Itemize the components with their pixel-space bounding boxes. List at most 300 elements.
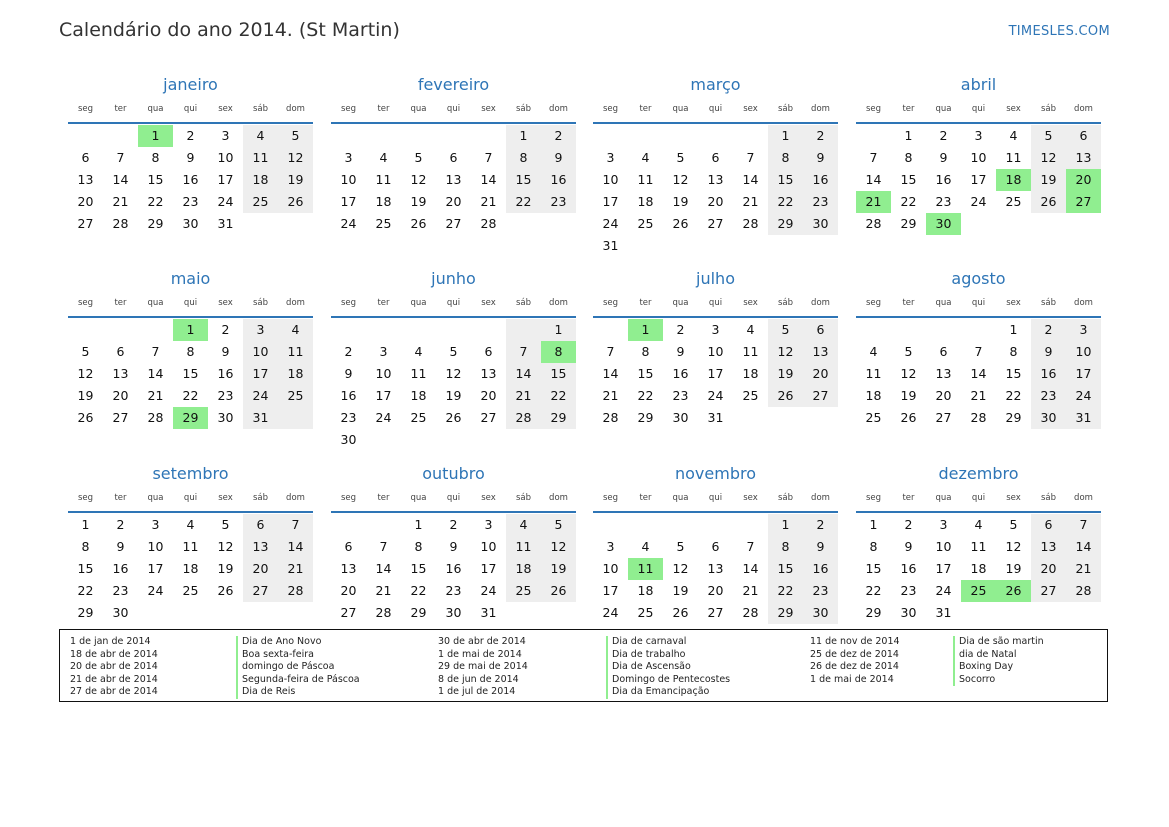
day-cell: 6 [1044,517,1053,532]
day-cell: 4 [974,517,983,532]
weekday-header [856,493,1101,507]
day-cell: 9 [939,150,948,165]
holiday-name: Dia de Ascensão [606,661,730,674]
day-cell: 15 [1005,366,1022,381]
day-cell: 26 [445,410,462,425]
weekday-label: qui [708,104,723,114]
weekday-label: sáb [515,298,532,308]
day-cell: 19 [672,194,689,209]
weekday-label: ter [639,298,652,308]
day-cell: 2 [1044,322,1053,337]
day-cell: 6 [256,517,265,532]
day-cell: 14 [375,561,392,576]
day-cell: 17 [480,561,497,576]
day-cell: 25 [410,410,427,425]
holiday-name: Boa sexta-feira [236,649,360,662]
day-cell: 23 [672,388,689,403]
day-cell: 28 [287,583,304,598]
day-cell: 16 [812,172,829,187]
day-cell: 16 [182,172,199,187]
day-cell: 29 [147,216,164,231]
day-cell: 26 [410,216,427,231]
weekday-label: qua [672,298,689,308]
day-cell: 10 [602,172,619,187]
day-cell: 20 [112,388,129,403]
month-name: novembro [675,464,756,483]
day-cell: 23 [182,194,199,209]
weekday-label: sex [743,104,758,114]
day-cell: 31 [252,410,269,425]
month-dezembro [856,464,1101,634]
day-cell: 8 [869,539,878,554]
day-cell: 8 [641,344,650,359]
weekday-label: sáb [777,298,794,308]
day-cell: 7 [519,344,528,359]
month-setembro [68,464,313,634]
day-cell: 6 [711,539,720,554]
day-cell: 23 [812,194,829,209]
weekday-header [331,104,576,118]
day-cell: 19 [445,388,462,403]
day-cell: 5 [81,344,90,359]
day-cell: 4 [414,344,423,359]
weekday-label: qua [147,104,164,114]
weekday-label: dom [1074,298,1093,308]
day-cell: 25 [637,605,654,620]
month-junho [331,269,576,447]
day-cell: 13 [1040,539,1057,554]
day-cell: 11 [375,172,392,187]
day-cell: 24 [602,605,619,620]
day-cell: 14 [147,366,164,381]
month-outubro [331,464,576,634]
day-cell: 22 [410,583,427,598]
day-cell: 27 [445,216,462,231]
weekday-header [68,298,313,312]
day-cell: 7 [484,150,493,165]
weekday-label: sáb [1040,104,1057,114]
day-cell: 26 [672,216,689,231]
day-cell: 19 [217,561,234,576]
day-cell: 17 [602,583,619,598]
day-cell: 17 [375,388,392,403]
day-cell: 5 [414,150,423,165]
weekday-label: seg [77,493,94,503]
day-cell: 26 [1040,194,1057,209]
month-name: fevereiro [417,75,490,94]
day-cell: 5 [291,128,300,143]
holiday-date: 8 de jun de 2014 [438,673,519,685]
month-name: outubro [422,464,485,483]
header-rule [593,122,838,124]
day-cell: 6 [939,344,948,359]
day-cell: 12 [900,366,917,381]
day-cell: 14 [515,366,532,381]
day-cell: 9 [816,150,825,165]
day-cell: 18 [637,194,654,209]
month-name: maio [170,269,211,288]
weekday-label: seg [340,298,357,308]
day-cell: 27 [1040,583,1057,598]
day-cell: 21 [1075,561,1092,576]
day-cell: 3 [344,150,353,165]
day-cell: 12 [672,561,689,576]
weekday-label: seg [865,298,882,308]
weekday-label: seg [340,104,357,114]
day-cell: 5 [554,517,563,532]
day-cell: 30 [182,216,199,231]
weekday-label: dom [1074,104,1093,114]
day-cell: 15 [777,172,794,187]
day-cell: 1 [1009,322,1018,337]
day-cell: 20 [707,194,724,209]
day-cell: 8 [1009,344,1018,359]
day-cell: 11 [182,539,199,554]
weekday-header [593,493,838,507]
day-cell: 2 [816,128,825,143]
holiday-day-cell: 11 [628,558,663,580]
day-cell: 16 [340,388,357,403]
holiday-day-cell: 1 [628,319,663,341]
header-rule [856,511,1101,513]
day-cell: 9 [116,539,125,554]
day-cell: 21 [147,388,164,403]
day-cell: 8 [904,150,913,165]
month-name: março [690,75,741,94]
day-cell: 18 [375,194,392,209]
day-cell: 18 [287,366,304,381]
day-cell: 17 [707,366,724,381]
day-cell: 19 [77,388,94,403]
day-cell: 17 [217,172,234,187]
day-cell: 11 [970,539,987,554]
day-cell: 12 [550,539,567,554]
weekday-label: seg [602,493,619,503]
weekday-label: dom [811,298,830,308]
month-name: junho [431,269,476,288]
day-cell: 26 [900,410,917,425]
weekday-label: sáb [252,298,269,308]
day-cell: 24 [147,583,164,598]
day-cell: 27 [935,410,952,425]
day-cell: 4 [379,150,388,165]
day-cell: 22 [515,194,532,209]
day-cell: 2 [186,128,195,143]
day-cell: 22 [865,583,882,598]
day-cell: 5 [449,344,458,359]
day-cell: 13 [480,366,497,381]
day-cell: 9 [904,539,913,554]
day-cell: 7 [379,539,388,554]
weekday-label: qui [183,493,198,503]
day-cell: 2 [221,322,230,337]
weekday-label: sáb [777,104,794,114]
day-cell: 20 [812,366,829,381]
day-cell: 6 [484,344,493,359]
weekday-label: sex [218,104,233,114]
weekday-header [593,104,838,118]
weekday-label: sex [1006,493,1021,503]
month-name: agosto [951,269,1006,288]
day-cell: 14 [970,366,987,381]
day-cell: 13 [340,561,357,576]
day-cell: 14 [112,172,129,187]
day-cell: 3 [379,344,388,359]
day-cell: 12 [672,172,689,187]
holiday-day-cell: 20 [1066,169,1101,191]
day-cell: 28 [480,216,497,231]
weekday-header [331,298,576,312]
day-cell: 5 [1044,128,1053,143]
day-cell: 25 [515,583,532,598]
day-cell: 29 [550,410,567,425]
day-cell: 25 [182,583,199,598]
weekday-label: qua [935,298,952,308]
month-abril [856,75,1101,245]
weekday-header [856,298,1101,312]
day-cell: 19 [672,583,689,598]
day-cell: 3 [256,322,265,337]
day-cell: 16 [935,172,952,187]
day-cell: 7 [1079,517,1088,532]
day-cell: 31 [935,605,952,620]
month-name: julho [696,269,735,288]
weekday-label: sex [481,104,496,114]
month-name: dezembro [938,464,1019,483]
header-rule [331,511,576,513]
header-rule [68,316,313,318]
day-cell: 20 [480,388,497,403]
month-fevereiro [331,75,576,245]
day-cell: 9 [676,344,685,359]
day-cell: 16 [900,561,917,576]
day-cell: 10 [480,539,497,554]
day-cell: 29 [865,605,882,620]
day-cell: 5 [221,517,230,532]
day-cell: 24 [480,583,497,598]
day-cell: 23 [217,388,234,403]
day-cell: 24 [935,583,952,598]
day-cell: 27 [112,410,129,425]
day-cell: 19 [1040,172,1057,187]
day-cell: 22 [550,388,567,403]
weekday-header [68,493,313,507]
holiday-date: 1 de mai de 2014 [438,648,522,660]
holiday-name: domingo de Páscoa [236,661,360,674]
day-cell: 3 [711,322,720,337]
day-cell: 28 [375,605,392,620]
day-cell: 22 [147,194,164,209]
day-cell: 29 [777,216,794,231]
weekday-label: qui [446,493,461,503]
day-cell: 12 [217,539,234,554]
day-cell: 15 [777,561,794,576]
day-cell: 19 [1005,561,1022,576]
weekday-label: qui [183,298,198,308]
day-cell: 21 [970,388,987,403]
day-cell: 20 [77,194,94,209]
weekday-label: sáb [252,104,269,114]
day-cell: 26 [217,583,234,598]
day-cell: 25 [637,216,654,231]
weekday-label: dom [1074,493,1093,503]
day-cell: 14 [865,172,882,187]
day-cell: 9 [1044,344,1053,359]
weekday-label: qua [147,493,164,503]
day-cell: 9 [221,344,230,359]
month-name: janeiro [163,75,218,94]
day-cell: 2 [904,517,913,532]
day-cell: 5 [781,322,790,337]
day-cell: 21 [742,194,759,209]
day-cell: 13 [935,366,952,381]
day-cell: 30 [900,605,917,620]
day-cell: 4 [256,128,265,143]
day-cell: 17 [252,366,269,381]
weekday-label: ter [902,493,915,503]
day-cell: 31 [480,605,497,620]
day-cell: 26 [672,605,689,620]
weekday-label: qua [935,104,952,114]
holiday-date: 1 de jan de 2014 [70,636,151,647]
weekday-header [593,298,838,312]
holiday-date: 21 de abr de 2014 [70,673,158,685]
day-cell: 7 [869,150,878,165]
day-cell: 19 [777,366,794,381]
day-cell: 11 [1005,150,1022,165]
day-cell: 14 [742,172,759,187]
day-cell: 24 [252,388,269,403]
weekday-label: sáb [1040,493,1057,503]
day-cell: 18 [515,561,532,576]
day-cell: 18 [252,172,269,187]
holiday-date: 1 de jul de 2014 [438,686,516,697]
day-cell: 20 [252,561,269,576]
day-cell: 11 [252,150,269,165]
day-cell: 30 [217,410,234,425]
day-cell: 26 [77,410,94,425]
weekday-label: sex [481,493,496,503]
weekday-label: ter [114,104,127,114]
day-cell: 28 [865,216,882,231]
day-cell: 10 [1075,344,1092,359]
day-cell: 1 [414,517,423,532]
weekday-label: sex [743,493,758,503]
day-cell: 6 [449,150,458,165]
day-cell: 8 [151,150,160,165]
day-cell: 4 [746,322,755,337]
day-cell: 15 [147,172,164,187]
month-maio [68,269,313,439]
day-cell: 26 [550,583,567,598]
day-cell: 15 [865,561,882,576]
day-cell: 30 [1040,410,1057,425]
day-cell: 15 [410,561,427,576]
holiday-date: 29 de mai de 2014 [438,661,528,672]
header-rule [331,316,576,318]
day-cell: 8 [186,344,195,359]
header-rule [68,511,313,513]
day-cell: 1 [81,517,90,532]
day-cell: 3 [484,517,493,532]
day-cell: 25 [742,388,759,403]
weekday-label: ter [377,493,390,503]
day-cell: 16 [112,561,129,576]
holiday-name: Dia de trabalho [606,649,730,662]
weekday-label: qui [183,104,198,114]
weekday-label: qua [410,493,427,503]
day-cell: 23 [812,583,829,598]
day-cell: 24 [340,216,357,231]
weekday-label: sex [218,298,233,308]
weekday-label: dom [286,493,305,503]
weekday-label: ter [639,493,652,503]
day-cell: 10 [970,150,987,165]
day-cell: 18 [970,561,987,576]
day-cell: 2 [816,517,825,532]
day-cell: 2 [344,344,353,359]
month-name: abril [960,75,997,94]
holiday-date: 18 de abr de 2014 [70,648,158,660]
month-março [593,75,838,253]
day-cell: 1 [554,322,563,337]
day-cell: 22 [777,583,794,598]
day-cell: 14 [480,172,497,187]
month-julho [593,269,838,439]
day-cell: 27 [707,216,724,231]
day-cell: 1 [904,128,913,143]
day-cell: 16 [550,172,567,187]
day-cell: 7 [974,344,983,359]
day-cell: 11 [287,344,304,359]
day-cell: 21 [375,583,392,598]
weekday-label: seg [602,104,619,114]
day-cell: 30 [445,605,462,620]
holiday-day-cell: 21 [856,191,891,213]
holiday-name: Segunda-feira de Páscoa [236,674,360,687]
day-cell: 15 [900,172,917,187]
day-cell: 24 [217,194,234,209]
weekday-label: sex [1006,298,1021,308]
day-cell: 16 [445,561,462,576]
day-cell: 30 [672,410,689,425]
day-cell: 26 [287,194,304,209]
day-cell: 5 [676,150,685,165]
holiday-name: Dia de Reis [236,686,360,699]
day-cell: 3 [151,517,160,532]
day-cell: 14 [602,366,619,381]
holiday-name: Boxing Day [953,661,1044,674]
day-cell: 12 [77,366,94,381]
day-cell: 28 [970,410,987,425]
day-cell: 5 [676,539,685,554]
holiday-date: 1 de mai de 2014 [810,673,894,685]
day-cell: 25 [1005,194,1022,209]
day-cell: 2 [116,517,125,532]
day-cell: 19 [287,172,304,187]
day-cell: 12 [445,366,462,381]
day-cell: 13 [707,561,724,576]
day-cell: 19 [900,388,917,403]
day-cell: 12 [1005,539,1022,554]
holiday-name: Socorro [953,674,1044,687]
brand-link[interactable]: TIMESLES.COM [1008,24,1110,39]
day-cell: 14 [287,539,304,554]
day-cell: 14 [1075,539,1092,554]
day-cell: 11 [410,366,427,381]
day-cell: 24 [375,410,392,425]
day-cell: 28 [742,216,759,231]
